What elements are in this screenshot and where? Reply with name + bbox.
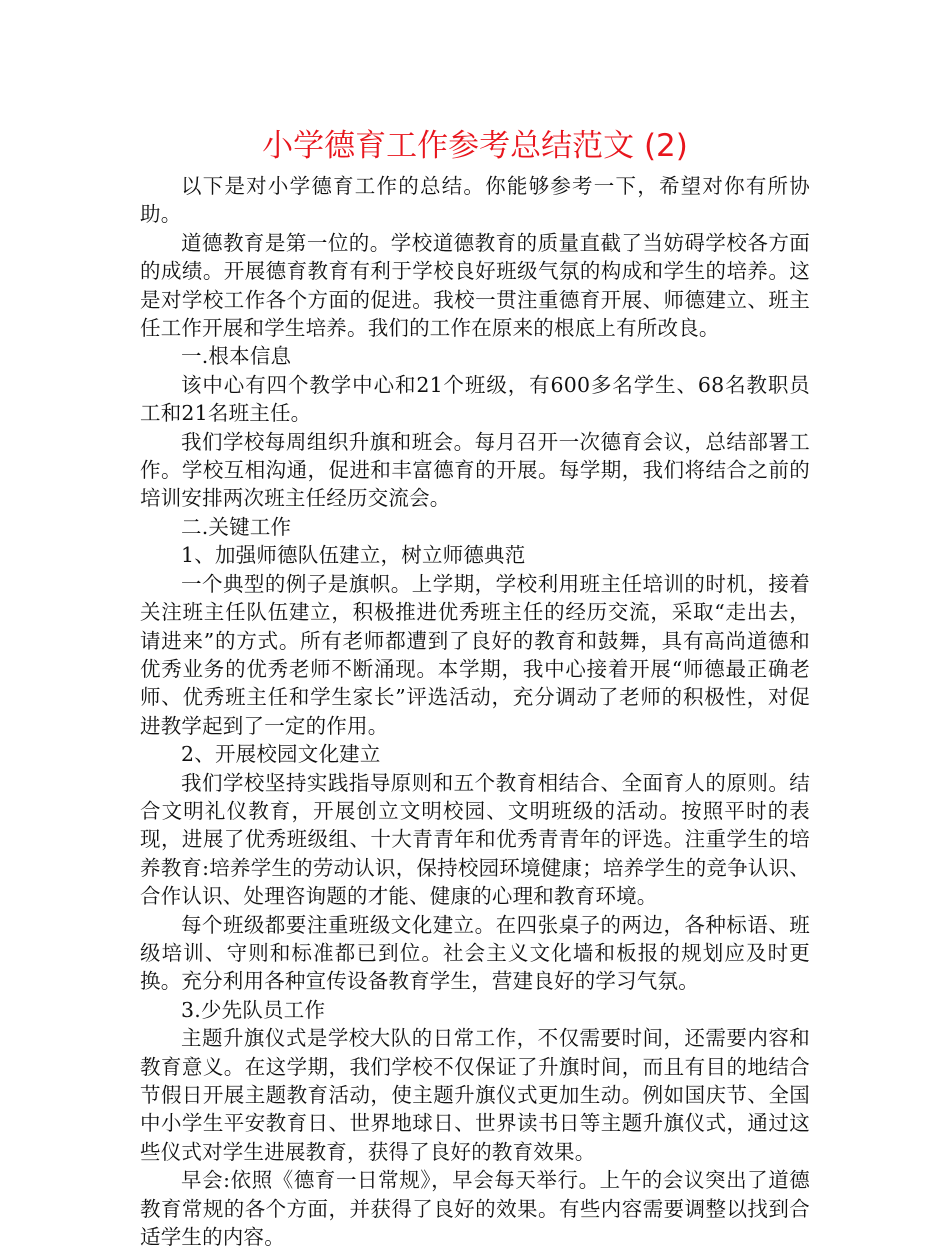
paragraph-weekly-activities: 我们学校每周组织升旗和班会。每月召开一次德育会议，总结部署工作。学校互相沟通，促进和丰富德育的开展。每学期，我们将结合之前的培训安排两次班主任经历交流会。 <box>140 429 810 511</box>
paragraph-class-culture: 每个班级都要注重班级文化建立。在四张桌子的两边，各种标语、班级培训、守则和标准都已到位。社会主义文化墙和板报的规划应及时更换。充分利用各种宣传设备教育学生，营建良好的学习气氛。 <box>140 912 810 994</box>
paragraph-center-stats: 该中心有四个教学中心和21个班级，有600多名学生、68名教职员工和21名班主任。 <box>140 372 810 426</box>
document-body <box>140 172 810 1251</box>
section-heading-basic-info: 一.根本信息 <box>181 344 292 369</box>
subheading-campus-culture: 2、开展校园文化建立 <box>181 742 381 767</box>
subheading-young-pioneers: 3.少先队员工作 <box>181 997 326 1022</box>
paragraph-morning-meeting: 早会:依照《德育一日常规》，早会每天举行。上午的会议突出了道德教育常规的各个方面，并获得了良好的效果。有些内容需要调整以找到合适学生的内容。 <box>140 1168 810 1250</box>
paragraph-teacher-ethics: 一个典型的例子是旗帜。上学期，学校利用班主任培训的时机，接着关注班主任队伍建立，积极推进优秀班主任的经历交流，采取“走出去，请进来”的方式。所有老师都遭到了良好的教育和鼓舞，具有高尚道德和优秀业务的优秀老师不断涌现。本学期，我中心接着开展“师德最正确老师、优秀班主任和学生家长”评选活动，充分调动了老师的积极性，对促进教学起到了一定的作用。 <box>140 571 810 738</box>
section-heading-key-work: 二.关键工作 <box>181 514 292 539</box>
paragraph-moral-education: 道德教育是第一位的。学校道德教育的质量直截了当妨碍学校各方面的成绩。开展德育教育有利于学校良好班级气氛的构成和学生的培养。这是对学校工作各个方面的促进。我校一贯注重德育开展、师德建立、班主任工作开展和学生培养。我们的工作在原来的根底上有所改良。 <box>140 230 810 341</box>
document-title: 小学德育工作参考总结范文 (2) <box>262 128 688 164</box>
paragraph-campus-culture: 我们学校坚持实践指导原则和五个教育相结合、全面育人的原则。结合文明礼仪教育，开展创立文明校园、文明班级的活动。按照平时的表现，进展了优秀班级组、十大青青年和优秀青青年的评选。注重学生的培养教育:培养学生的劳动认识，保持校园环境健康；培养学生的竞争认识、合作认识、处理咨询题的才能、健康的心理和教育环境。 <box>140 770 810 909</box>
subheading-teacher-ethics: 1、加强师德队伍建立，树立师德典范 <box>181 543 526 568</box>
paragraph-flag-ceremony: 主题升旗仪式是学校大队的日常工作，不仅需要时间，还需要内容和教育意义。在这学期，我们学校不仅保证了升旗时间，而且有目的地结合节假日开展主题教育活动，使主题升旗仪式更加生动。例如国庆节、全国中小学生平安教育日、世界地球日、世界读书日等主题升旗仪式，通过这些仪式对学生进展教育，获得了良好的教育效果。 <box>140 1026 810 1164</box>
paragraph-intro: 以下是对小学德育工作的总结。你能够参考一下，希望对你有所协助。 <box>140 174 810 227</box>
